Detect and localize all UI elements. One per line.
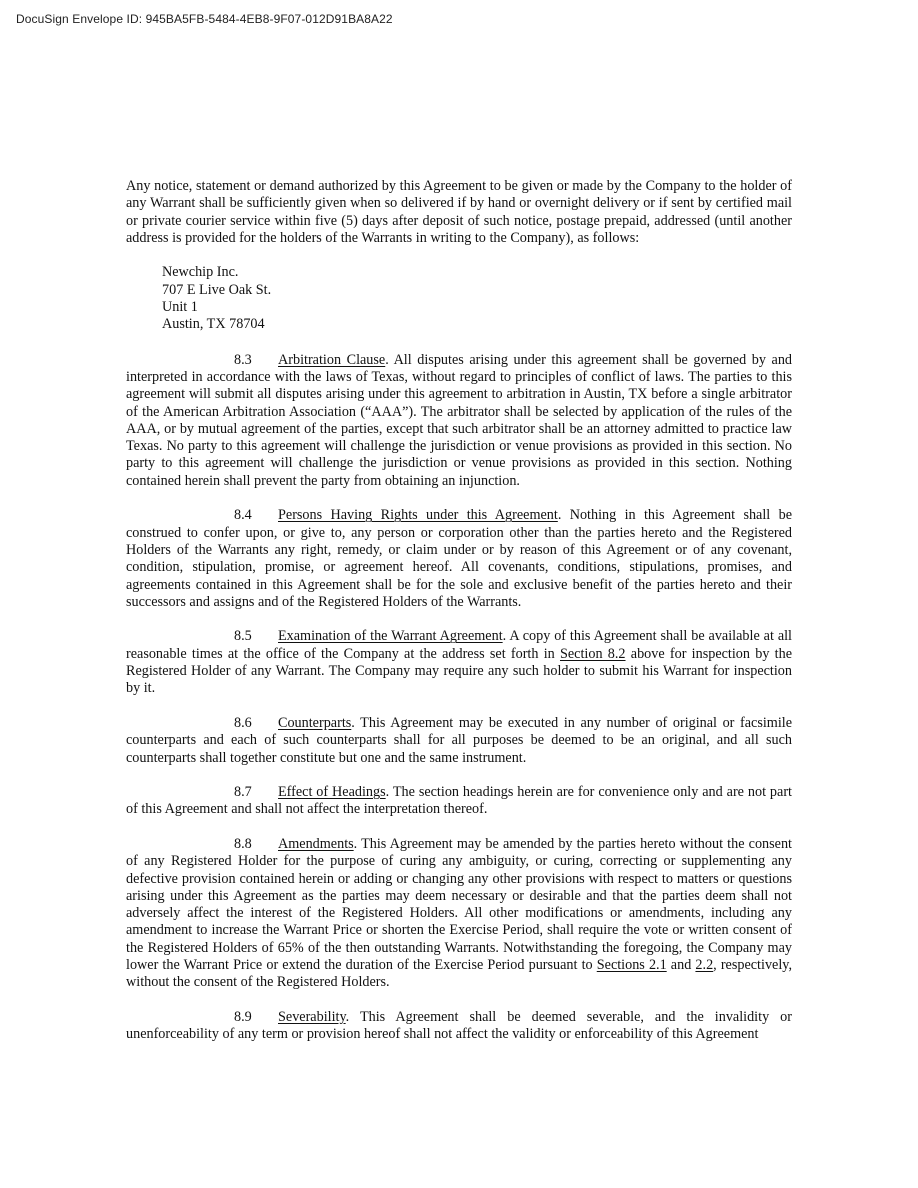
section-heading: Effect of Headings bbox=[278, 784, 386, 801]
address-line-company: Newchip Inc. bbox=[162, 264, 239, 281]
section-text: . All disputes arising under this agreement shall be governed by and interpreted in accordance with the laws of Texas, without regard to principles of conflict of laws. The parties to this agreement will submit all disputes arising under this agreement to arbitration in Austin, TX before a single arbitrator of the American Arbitration Association (“AAA”). The arbitrator shall be selected by application of the rules of the AAA, or by mutual agreement of the parties, except that such arbitrator shall be an attorney admitted to practice law Texas. No party to this agreement will challenge the jurisdiction or venue provisions as provided in this section. No party to this agreement will challenge the jurisdiction or venue provisions as provided in this section. Nothing contained herein shall prevent the party from obtaining an injunction. bbox=[126, 351, 793, 489]
address-line-street: 707 E Live Oak St. bbox=[162, 281, 272, 298]
section-8-9 bbox=[126, 1009, 792, 1044]
document-body bbox=[126, 178, 792, 1061]
section-8-7 bbox=[126, 784, 792, 819]
address-block bbox=[162, 264, 792, 333]
section-text: . This Agreement shall be deemed severable, and the invalidity or unenforceability of any term or provision hereof shall not affect the validity or enforceability of this Agreement bbox=[126, 1008, 792, 1043]
section-text: . This Agreement may be executed in any number of original or facsimile counterparts and each of such counterparts shall for all purposes be deemed to be an original, and all such counterparts shall together constitute but one and the same instrument. bbox=[126, 714, 792, 766]
section-number: 8.3 bbox=[234, 351, 252, 368]
section-text: above for inspection by the Registered Holder of any Warrant. The Company may require any such holder to submit his Warrant for inspection by it. bbox=[126, 645, 792, 697]
section-text: . A copy of this Agreement shall be available at all reasonable times at the office of the Company at the address set forth in bbox=[126, 628, 792, 662]
section-reference: Section 8.2 bbox=[559, 645, 626, 662]
section-heading: Persons Having Rights under this Agreement bbox=[278, 507, 558, 524]
section-reference: Sections 2.1 bbox=[596, 957, 667, 974]
section-number: 8.6 bbox=[234, 714, 252, 731]
section-text: . This Agreement may be amended by the parties hereto without the consent of any Registered Holder for the purpose of curing any ambiguity, or curing, correcting or supplementing any defective provision contained herein or adding or changing any other provisions with respect to matters or questions arising under this Agreement as the parties may deem necessary or desirable and that the parties deem shall not adversely affect the interest of the Registered Holders. All other modifications or amendments, including any amendment to increase the Warrant Price or shorten the Exercise Period, shall require the vote or written consent of the Registered Holders of 65% of the then outstanding Warrants. Notwithstanding the foregoing, the Company may lower the Warrant Price or extend the duration of the Exercise Period pursuant to bbox=[126, 835, 792, 974]
notice-paragraph: Any notice, statement or demand authorized by this Agreement to be given or made by the Company to the holder of any Warrant shall be sufficiently given when so delivered if by hand or overnight delivery or if sent by certified mail or private courier service within five (5) days after deposit of such notice, postage prepaid, addressed (until another address is provided for the holders of the Warrants in writing to the Company), as follows: bbox=[126, 178, 792, 246]
section-8-3 bbox=[126, 352, 792, 490]
section-8-8 bbox=[126, 836, 792, 992]
section-text: , respectively, without the consent of the Registered Holders. bbox=[126, 957, 792, 991]
section-text: and bbox=[666, 957, 696, 974]
section-number: 8.8 bbox=[234, 835, 252, 852]
envelope-id: DocuSign Envelope ID: 945BA5FB-5484-4EB8-9F07-012D91BA8A22 bbox=[16, 12, 393, 26]
section-8-4 bbox=[126, 507, 792, 611]
section-heading: Counterparts bbox=[278, 714, 352, 731]
section-number: 8.7 bbox=[234, 784, 252, 801]
section-text: . Nothing in this Agreement shall be construed to confer upon, or give to, any person or corporation other than the parties hereto and the Registered Holders of the Warrants any right, remedy, or claim under or by reason of this Agreement or of any covenant, condition, stipulation, promise, or agreement hereof. All covenants, conditions, stipulations, promises, and agreements contained in this Agreement shall be for the sole and exclusive benefit of the parties hereto and their successors and assigns and of the Registered Holders of the Warrants. bbox=[126, 507, 792, 610]
section-number: 8.5 bbox=[234, 628, 252, 645]
section-text: . The section headings herein are for convenience only and are not part of this Agreement and shall not affect the interpretation thereof. bbox=[126, 784, 792, 818]
section-heading: Severability bbox=[278, 1008, 346, 1025]
address-line-city: Austin, TX 78704 bbox=[162, 316, 265, 333]
section-number: 8.4 bbox=[234, 507, 252, 524]
section-heading: Arbitration Clause bbox=[278, 351, 386, 368]
section-8-6 bbox=[126, 715, 792, 767]
section-heading: Examination of the Warrant Agreement bbox=[278, 628, 503, 645]
section-number: 8.9 bbox=[234, 1008, 252, 1025]
section-reference: 2.2 bbox=[695, 957, 714, 974]
address-line-unit: Unit 1 bbox=[162, 299, 198, 316]
section-8-5 bbox=[126, 628, 792, 697]
section-heading: Amendments bbox=[278, 835, 354, 852]
